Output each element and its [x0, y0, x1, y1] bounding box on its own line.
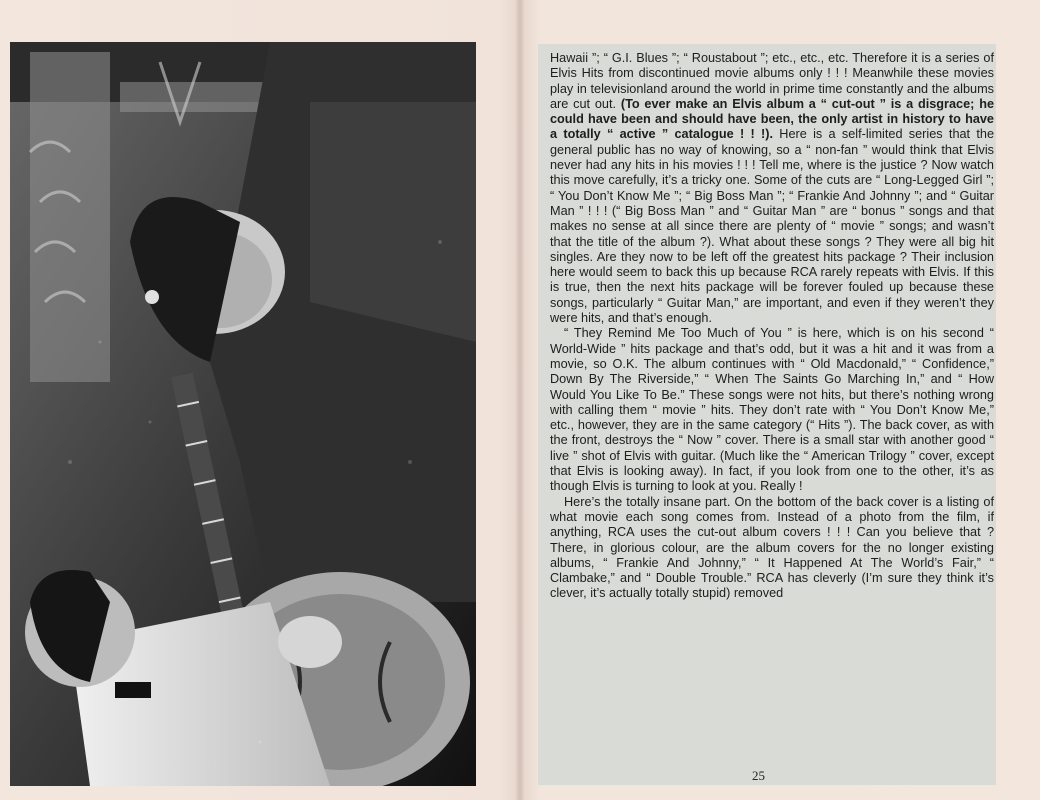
- article-paragraph: [550, 495, 994, 602]
- article-paragraph: [550, 51, 994, 326]
- article-paragraph: [550, 326, 994, 494]
- article-body: [550, 51, 994, 602]
- text-run: Here’s the totally insane part. On the bottom of the back cover is a listing of what movie each song comes from. Instead of a photo from the film, if anything, RCA uses the cut-out album covers ! ! ! Can you believe that ? There, in glorious colour, are the album covers for the no longer existing albums, “ Frankie And Johnny,” “ It Happened At The World’s Fair,” “ Clambake,” and “ Double Trouble.” RCA has cleverly (I’m sure they think it’s clever, it’s actually totally stupid) removed: [550, 494, 994, 601]
- text-run: Hawaii ”; “ G.I. Blues ”; “ Roustabout ”; etc., etc., etc. Therefore it is a series of Elvis Hits from discontinued movie albums only ! ! ! Meanwhile these movies play in televisionland around the world in prime time constantly and the albums are cut out.: [550, 51, 994, 111]
- photo-elvis-army-guitar: [10, 42, 476, 786]
- page-number: 25: [752, 768, 765, 783]
- bold-text-run: (To ever make an Elvis album a “ cut-out ” is a disgrace; he could have been and should have been, the only artist in history to have a totally “ active ” catalogue ! ! !).: [550, 96, 994, 142]
- text-run: Here is a self-limited series that the general public has no way of knowing, so a “ non-fan ” would think that Elvis never had any hits in his movies ! ! ! Tell me, where is the justice ? Now watch this move carefully, it’s a tricky one. Some of the cuts are “ Long-Legged Girl ”; “ You Don’t Know Me ”; “ Big Boss Man ”; “ Frankie And Johnny ”; and “ Guitar Man ” ! ! ! (“ Big Boss Man ” and “ Guitar Man ” are “ bonus ” songs and that makes no sense at all since there are plenty of “ movie ” songs; and wasn’t that the title of the album ?). What about these songs ? They were all big hit singles. Are they now to be left off the greatest hits package ? Their inclusion here would seem to back this up because RCA rarely repeats with Elvis. If this is true, then the next hits package will be forever fouled up because these songs, particularly “ Guitar Man,” are important, and even if they weren’t they were hits, and that’s enough.: [550, 127, 994, 326]
- photo-illustration: [10, 42, 476, 786]
- page-gutter: [515, 0, 525, 800]
- text-run: “ They Remind Me Too Much of You ” is here, which is on his second “ World-Wide ” hits package and that’s odd, but it was a hit and it was from a movie, so O.K. The album continues with “ Old Macdonald,” “ Confidence,” Down By The Riverside,” “ When The Saints Go Marching In,” and “ How Would You Like To Be.” These songs were not hits, but there’s nothing wrong with calling them “ movie ” hits. They don’t rate with “ You Don’t Know Me,” etc., however, they are in the same category (“ Hits ”). The back cover, as with the front, destroys the “ Now ” cover. There is a small star with another good “ live ” shot of Elvis with guitar. (Much like the “ American Trilogy ” cover, except that Elvis is looking away). In fact, if you look from one to the other, it’s as though Elvis is turning to look at you. Really !: [550, 326, 994, 494]
